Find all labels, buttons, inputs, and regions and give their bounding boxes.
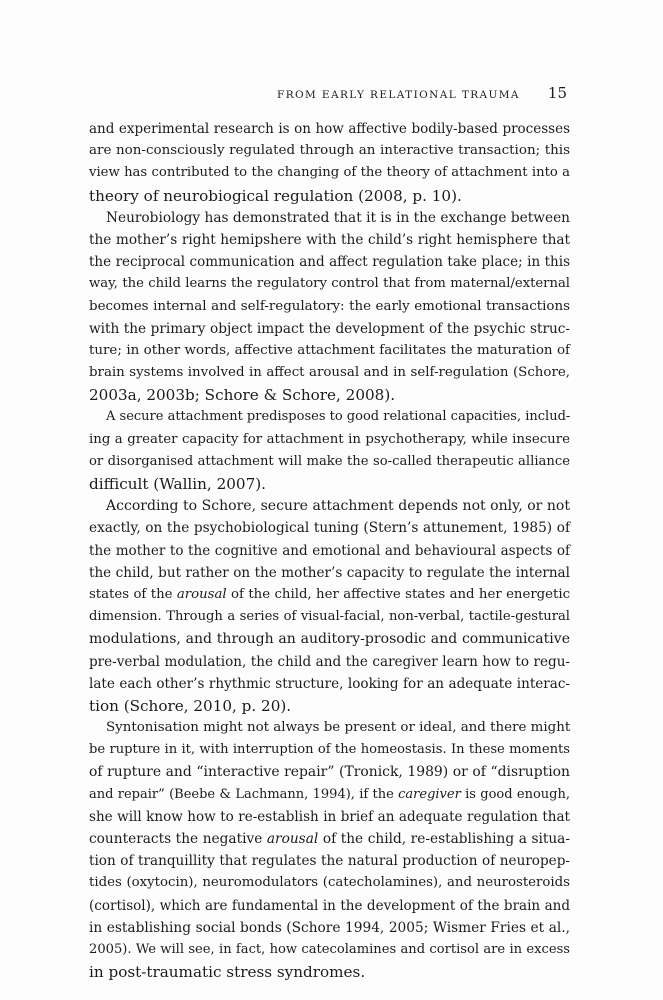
text-line: 2003a, 2003b; Schore & Schore, 2008). (89, 386, 396, 405)
text-line: A secure attachment predisposes to good relational capacities, includ- (106, 409, 571, 425)
text-run: counteracts the negative (89, 831, 267, 847)
paragraph (89, 207, 570, 407)
text-line: be rupture in it, with interruption of the homeostasis. In these moments (89, 742, 570, 758)
text-line: late each other’s rhythmic structure, looking for an adequate interac- (89, 675, 570, 692)
page-number: 15 (547, 84, 567, 102)
text-line: modulations, and through an auditory-prosodic and communicative (89, 631, 570, 648)
text-line: difficult (Wallin, 2007). (89, 475, 266, 493)
text-run: and repair” (Beebe & Lachmann, 1994), if the (89, 786, 399, 802)
text-line: brain systems involved in affect arousal and in self-regulation (Schore, (89, 365, 570, 381)
text-line: the child, but rather on the mother’s capacity to regulate the internal (89, 564, 570, 581)
text-line: she will know how to re-establish in brief an adequate regulation that (89, 808, 570, 825)
text-run: of the child, her affective states and her energetic (226, 586, 571, 602)
text-line: ture; in other words, affective attachment facilitates the maturation of (89, 342, 570, 358)
text-line: According to Schore, secure attachment depends not only, or not (106, 498, 570, 515)
running-title: FROM EARLY RELATIONAL TRAUMA (277, 89, 520, 101)
text-line (89, 584, 570, 606)
text-line: and experimental research is on how affective bodily-based processes (89, 121, 570, 137)
text-line: exactly, on the psychobiological tuning (Stern’s attunement, 1985) of (89, 520, 570, 537)
text-line: way, the child learns the regulatory control that from maternal/external (89, 276, 570, 292)
text-line: the mother’s right hemipshere with the child’s right hemisphere that (89, 231, 570, 248)
text-line: the mother to the cognitive and emotional and behavioural aspects of (89, 542, 570, 559)
text-line: 2005). We will see, in fact, how catecolamines and cortisol are in excess (89, 941, 570, 957)
italic-term: arousal (266, 831, 319, 847)
text-line: theory of neurobiogical regulation (2008, p. 10). (89, 186, 462, 205)
text-line: in establishing social bonds (Schore 1994, 2005; Wismer Fries et al., (89, 919, 570, 936)
text-run: is good enough, (460, 786, 570, 802)
text-line (89, 784, 570, 806)
text-line: pre-verbal modulation, the child and the caregiver learn how to regu- (89, 653, 570, 670)
text-line: the reciprocal communication and affect regulation take place; in this (89, 254, 570, 271)
text-line: Neurobiology has demonstrated that it is in the exchange between (106, 209, 570, 226)
italic-term: arousal (176, 586, 227, 602)
text-line: ing a greater capacity for attachment in psychotherapy, while insecure (89, 431, 570, 447)
running-head (277, 84, 567, 102)
text-line: or disorganised attachment will make the so-called therapeutic alliance (89, 453, 570, 469)
text-line: tion (Schore, 2010, p. 20). (89, 696, 292, 715)
paragraph (89, 717, 570, 983)
text-line: dimension. Through a series of visual-facial, non-verbal, tactile-gestural (89, 609, 570, 625)
text-line: Syntonisation might not always be present or ideal, and there might (106, 720, 571, 736)
text-line: with the primary object impact the development of the psychic struc- (89, 320, 570, 337)
paragraph (89, 495, 570, 717)
italic-term: caregiver (398, 786, 461, 802)
text-run: of the child, re-establishing a situa- (318, 831, 570, 847)
text-line: tides (oxytocin), neuromodulators (catecholamines), and neurosteroids (89, 875, 570, 891)
text-line: (cortisol), which are fundamental in the development of the brain and (89, 897, 570, 914)
body-text (89, 118, 570, 983)
text-line: are non-consciously regulated through an interactive transaction; this (89, 143, 570, 159)
text-line: tion of tranquillity that regulates the natural production of neuropep- (89, 853, 570, 870)
text-line: of rupture and “interactive repair” (Tronick, 1989) or of “disruption (89, 764, 570, 781)
text-line: becomes internal and self-regulatory: the early emotional transactions (89, 298, 570, 314)
text-line (89, 828, 570, 850)
paragraph (89, 118, 570, 207)
text-line: view has contributed to the changing of the theory of attachment into a (89, 165, 570, 181)
text-run: states of the (89, 586, 177, 602)
text-line: in post-traumatic stress syndromes. (89, 963, 366, 982)
paragraph (89, 406, 570, 495)
